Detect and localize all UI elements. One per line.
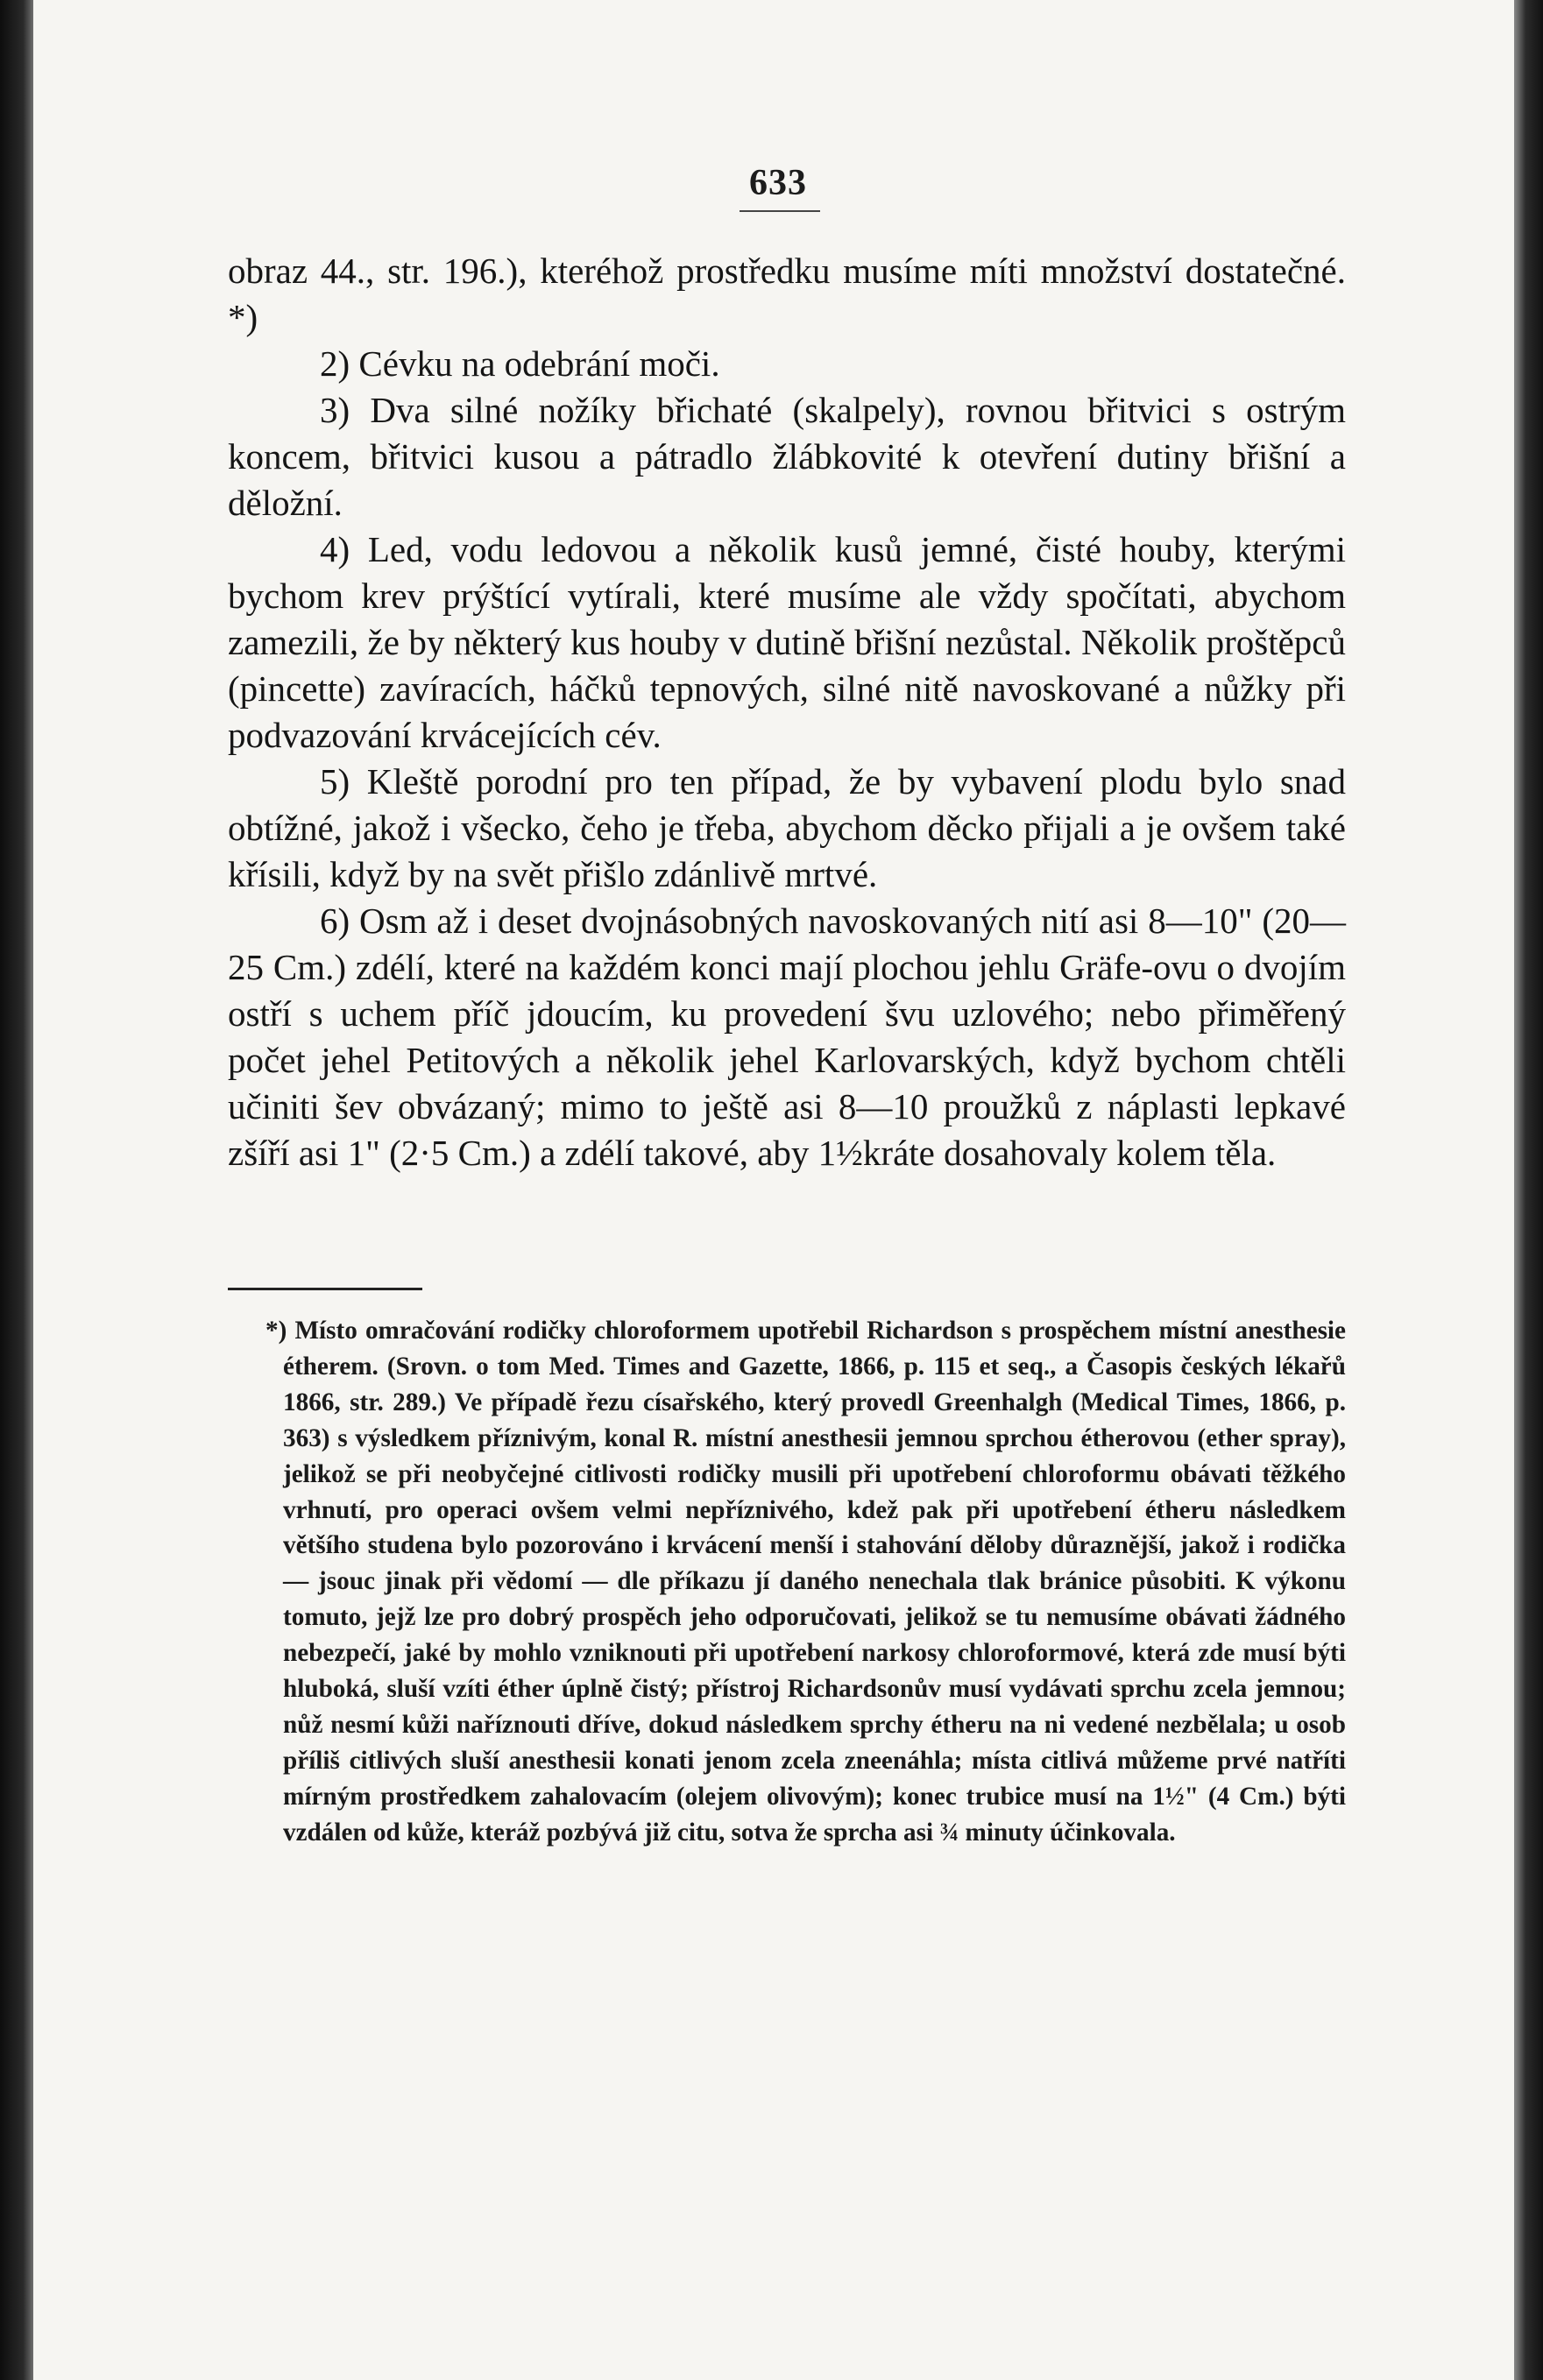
- paragraph-item-2: 2) Cévku na odebrání moči.: [320, 343, 720, 384]
- paragraph-item-3: 3) Dva silné nožíky břichaté (skalpely), rovnou břitvici s ostrým koncem, břitvici kusou a pátradlo žlábkovité k otevření dutiny břišní a děložní.: [228, 390, 1346, 523]
- paragraph-item-4: 4) Led, vodu ledovou a několik kusů jemné, čisté houby, kterými bychom krev prýštící vytírali, které musíme ale vždy spočítati, abychom zamezili, že by některý kus houby v dutině břišní nezůstal. Několik proštěpců (pincette) zavíracích, háčků tepnových, silné nitě navoskované a nůžky při podvazování krvácejících cév.: [228, 529, 1346, 755]
- paragraph-item-5: 5) Kleště porodní pro ten případ, že by vybavení plodu bylo snad obtížné, jakož i všecko, čeho je třeba, abychom děcko přijali a je ovšem také křísili, když by na svět přišlo zdánlivě mrtvé.: [228, 761, 1346, 894]
- page-number-underline: [740, 210, 820, 212]
- footnote: [265, 1313, 1346, 1851]
- paragraph-continuation: obraz 44., str. 196.), kteréhož prostředku musíme míti množství dostatečné. *): [228, 251, 1346, 337]
- main-text: [228, 248, 1346, 1176]
- footnote-marker: *): [265, 1317, 287, 1345]
- footnote-separator: [228, 1288, 422, 1290]
- paragraph-item-6: 6) Osm až i deset dvojnásobných navoskovaných nití asi 8—10" (20—25 Cm.) zdélí, které na každém konci mají plochou jehlu Gräfe-ovu o dvojím ostří s uchem příč jdoucím, ku provedení švu uzlového; nebo přiměřený počet jehel Petitových a několik jehel Karlovarských, když bychom chtěli učiniti šev obvázaný; mimo to ještě asi 8—10 proužků z náplasti lepkavé zšíří asi 1" (2·5 Cm.) a zdélí takové, aby 1½kráte dosahovaly kolem těla.: [228, 900, 1346, 1173]
- page-edge-shadow: [1514, 0, 1543, 2380]
- page-number: 633: [749, 163, 807, 203]
- book-spine-shadow: [0, 0, 33, 2380]
- book-page: [33, 0, 1514, 2380]
- footnote-text: Místo omračování rodičky chloroformem upotřebil Richardson s prospěchem místní anesthesie étherem. (Srovn. o tom Med. Times and Gazette, 1866, p. 115 et seq., a Časopis českých lékařů 1866, str. 289.) Ve případě řezu císařského, který provedl Greenhalgh (Medical Times, 1866, p. 363) s výsledkem příznivým, konal R. místní anesthesii jemnou sprchou étherovou (ether spray), jelikož se při neobyčejné citlivosti rodičky musili při upotřebení chloroformu obávati těžkého vrhnutí, pro operaci ovšem velmi nepříznivého, kdež pak při upotřebení étheru následkem většího studena bylo pozorováno i krvácení menší i stahování děloby důraznější, jakož i rodička — jsouc jinak při vědomí — dle příkazu jí daného nenechala tlak bránice působiti. K výkonu tomuto, jejž lze pro dobrý prospěch jeho odporučovati, jelikož se tu nemusíme obávati žádného nebezpečí, jaké by mohlo vzniknouti při upotřebení narkosy chloroformové, která zde musí býti hluboká, sluší vzíti éther úplně čistý; přístroj Richardsonův musí vydávati sprchu zcela jemnou; nůž nesmí kůži naříznouti dříve, dokud následkem sprchy étheru na ni vedené nezbělala; u osob příliš citlivých sluší anesthesii konati jenom zcela zneenáhla; místa citlivá můžeme prvé natříti mírným prostředkem zahalovacím (olejem olivovým); konec trubice musí na 1½" (4 Cm.) býti vzdálen od kůže, kteráž pozbývá již citu, sotva že sprcha asi ¾ minuty účinkovala.: [283, 1317, 1346, 1847]
